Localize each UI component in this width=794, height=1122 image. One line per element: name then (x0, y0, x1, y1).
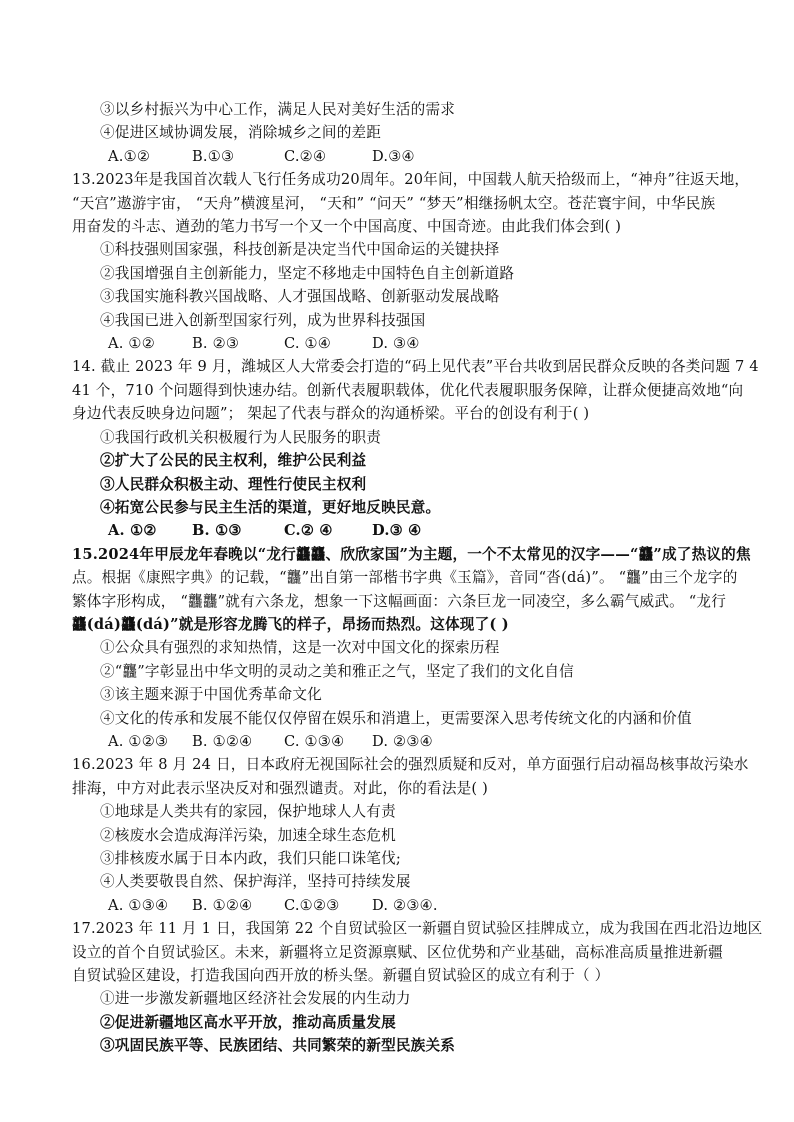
statement-option: ④我国已进入创新型国家行列，成为世界科技强国 (100, 311, 426, 329)
answer-choice: D.③④ (372, 147, 415, 165)
answer-choice: A. ①②③ (108, 732, 169, 750)
question-stem-line: 41 个，710 个问题得到快速办结。创新代表履职载体，优化代表履职服务保障，让群众便捷高效地“向 (72, 381, 744, 399)
statement-option: ③人民群众积极主动、理性行使民主权利 (100, 475, 367, 493)
question-stem-line: 13.2023年是我国首次载人飞行任务成功20周年。20年间，中国载人航天拾级而上，“神舟”往返天地， (72, 171, 750, 189)
question-stem-line: 用奋发的斗志、遒劲的笔力书写一个又一个中国高度、中国奇迹。由此我们体会到( ) (72, 218, 622, 236)
statement-option: ①进一步激发新疆地区经济社会发展的内生动力 (100, 990, 411, 1008)
statement-option: ③该主题来源于中国优秀革命文化 (100, 686, 322, 704)
statement-option: ②促进新疆地区高水平开放，推动高质量发展 (100, 1013, 396, 1031)
statement-option: ①地球是人类共有的家园，保护地球人人有责 (100, 803, 396, 821)
answer-choice: C.①②③ (284, 896, 340, 914)
question-stem-line: “天宫”遨游宇宙， “天舟”横渡星河， “天和” “问天” “梦天”相继扬帆太空。苍茫寰宇间，中华民族 (72, 194, 716, 212)
answer-choices (72, 332, 764, 355)
answer-choices (72, 894, 764, 917)
question-content (72, 98, 764, 1058)
answer-choice: B. ②③ (192, 335, 240, 353)
answer-choice: C.②④ (284, 147, 327, 165)
answer-choice: B. ①②④ (192, 732, 253, 750)
answer-choices (72, 145, 764, 168)
question-stem-line: 排海，中方对此表示坚决反对和强烈谴责。对此，你的看法是( ) (72, 779, 489, 797)
statement-option: ③巩固民族平等、民族团结、共同繁荣的新型民族关系 (100, 1037, 456, 1055)
statement-option: ③我国实施科教兴国战略、人才强国战略、创新驱动发展战略 (100, 288, 500, 306)
question-stem-line: 17.2023 年 11 月 1 日，我国第 22 个自贸试验区一新疆自贸试验区挂牌成立，成为我国在西北沿边地区 (72, 920, 763, 938)
answer-choice: D. ②③④. (372, 896, 438, 914)
answer-choice: A. ①② (108, 335, 155, 353)
question-stem-line: 点。根据《康熙字典》的记载，“龘”出自第一部楷书字典《玉篇》，音同“沓(dá)”。 “龘”由三个龙字的 (72, 569, 738, 587)
question-stem-line: 14. 截止 2023 年 9 月，潍城区人大常委会打造的“码上见代表”平台共收到居民群众反映的各类问题 7 4 (72, 358, 759, 376)
answer-choice: D.③ ④ (372, 522, 422, 540)
question-stem-line: 设立的首个自贸试验区。未来，新疆将立足资源禀赋、区位优势和产业基础，高标准高质量推进新疆 (72, 943, 723, 961)
statement-option: ②我国增强自主创新能力，坚定不移地走中国特色自主创新道路 (100, 264, 515, 282)
answer-choices (72, 730, 764, 753)
question-stem-line: 15.2024年甲辰龙年春晚以“龙行龘龘、欣欣家国”为主题，一个不太常见的汉字——“龘”成了热议的焦 (72, 545, 751, 563)
statement-option: ②“龘”字彰显出中华文明的灵动之美和雅正之气，坚定了我们的文化自信 (100, 662, 574, 680)
statement-option: ④促进区域协调发展，消除城乡之间的差距 (100, 124, 382, 142)
answer-choices (72, 519, 764, 542)
answer-choice: D. ③④ (372, 335, 420, 353)
answer-choice: A.①② (108, 147, 151, 165)
answer-choice: A. ①③④ (108, 896, 169, 914)
answer-choice: B.①③ (192, 147, 235, 165)
statement-option: ①我国行政机关积极履行为人民服务的职责 (100, 428, 382, 446)
question-stem-line: 身边代表反映身边问题”； 架起了代表与群众的沟通桥梁。平台的创设有利于( ) (72, 405, 590, 423)
statement-option: ③排核废水属于日本内政，我们只能口诛笔伐; (100, 850, 401, 867)
statement-option: ④人类要敬畏自然、保护海洋，坚持可持续发展 (100, 873, 411, 891)
answer-choice: B. ①②④ (192, 896, 253, 914)
answer-choice: C. ①③④ (284, 732, 345, 750)
question-stem-line: 龘(dá)龘(dá)”就是形容龙腾飞的样子，昂扬而热烈。这体现了( ) (72, 615, 509, 633)
answer-choice: C.② ④ (284, 522, 333, 540)
question-stem-line: 繁体字形构成， “龘龘”就有六条龙，想象一下这幅画面：六条巨龙一同凌空，多么霸气威武。 “龙行 (72, 592, 727, 610)
answer-choice: C. ①④ (284, 335, 332, 353)
statement-option: ④拓宽公民参与民主生活的渠道，更好地反映民意。 (100, 498, 441, 516)
question-stem-line: 16.2023 年 8 月 24 日，日本政府无视国际社会的强烈质疑和反对，单方面强行启动福岛核事故污染水 (72, 756, 749, 774)
statement-option: ①公众具有强烈的求知热情，这是一次对中国文化的探索历程 (100, 639, 500, 657)
statement-option: ②核废水会造成海洋污染，加速全球生态危机 (100, 826, 396, 844)
statement-option: ③以乡村振兴为中心工作，满足人民对美好生活的需求 (100, 101, 456, 118)
question-stem-line: 自贸试验区建设，打造我国向西开放的桥头堡。新疆自贸试验区的成立有利于（ ） (72, 967, 610, 985)
answer-choice: B. ①③ (192, 522, 242, 540)
statement-option: ②扩大了公民的民主权利，维护公民利益 (100, 452, 367, 470)
answer-choice: D. ②③④ (372, 732, 433, 750)
statement-option: ④文化的传承和发展不能仅仅停留在娱乐和消遣上，更需要深入思考传统文化的内涵和价值 (100, 709, 692, 727)
statement-option: ①科技强则国家强，科技创新是决定当代中国命运的关键抉择 (100, 241, 500, 259)
answer-choice: A. ①② (108, 522, 157, 540)
